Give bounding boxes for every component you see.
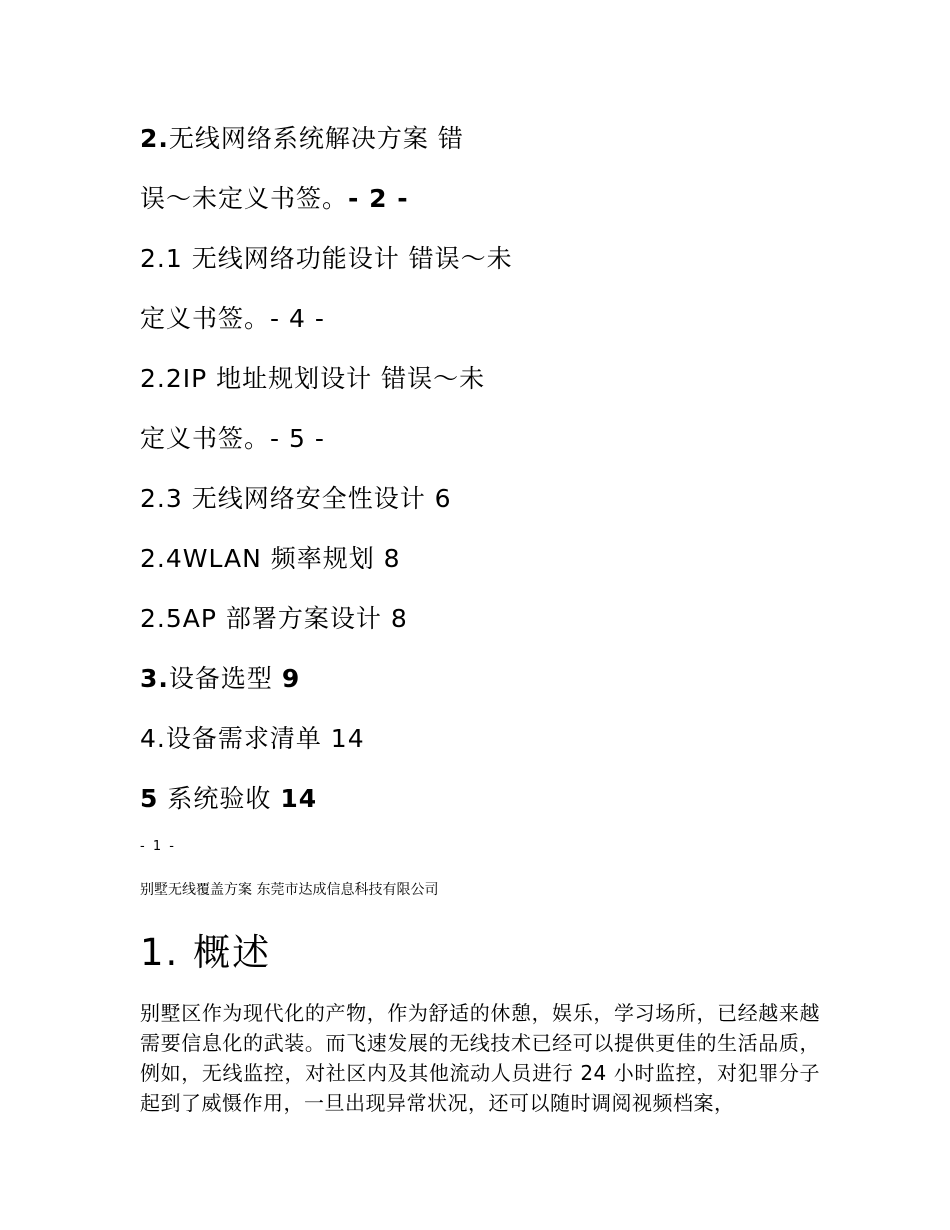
running-header: 别墅无线覆盖方案 东莞市达成信息科技有限公司 [140, 882, 439, 898]
toc-entry-text: 4.设备需求清单 14 [140, 724, 365, 753]
toc-entry-text: 设备选型 [168, 664, 282, 693]
toc-entry-text: 无线网络系统解决方案 错 [168, 124, 464, 153]
toc-entry-text: 系统验收 [158, 784, 281, 813]
toc-entry-text: 误～未定义书签。 [140, 184, 349, 213]
toc-entry-text: 2.4WLAN 频率规划 8 [140, 544, 401, 573]
toc-entry-text: 2.1 无线网络功能设计 错误～未 [140, 244, 513, 273]
toc-entry-2-1-continued [140, 304, 325, 334]
toc-entry-text: 2.5AP 部署方案设计 8 [140, 604, 408, 633]
toc-entry-number: 2. [140, 124, 169, 153]
toc-entry-page: - 2 - [348, 184, 409, 213]
toc-entry-2 [140, 124, 464, 154]
toc-entry-page: 14 [280, 784, 318, 813]
page-number: - 1 - [140, 839, 176, 854]
toc-entry-2-2 [140, 364, 485, 394]
toc-entry-text: 定义书签。- 5 - [140, 424, 325, 453]
toc-entry-text: 2.3 无线网络安全性设计 6 [140, 484, 452, 513]
section-title: 1. 概述 [140, 931, 272, 974]
toc-entry-2-5 [140, 604, 408, 634]
toc-entry-4 [140, 724, 365, 754]
toc-entry-2-4 [140, 544, 401, 574]
toc-entry-page: 9 [281, 664, 301, 693]
body-paragraph: 别墅区作为现代化的产物，作为舒适的休憩，娱乐，学习场所，已经越来越需要信息化的武装。而飞速发展的无线技术已经可以提供更佳的生活品质，例如，无线监控，对社区内及其他流动人员进行 24 小时监控，对犯罪分子起到了威慑作用，一旦出现异常状况，还可以随时调阅视频档案， [140, 1001, 820, 1115]
toc-entry-2-continued [140, 184, 409, 214]
toc-entry-3 [140, 664, 300, 694]
toc-entry-2-2-continued [140, 424, 325, 454]
toc-entry-2-3 [140, 484, 452, 514]
toc-entry-number: 5 [140, 784, 159, 813]
toc-entry-2-1 [140, 244, 513, 274]
toc-entry-number: 3. [140, 664, 169, 693]
toc-entry-text: 2.2IP 地址规划设计 错误～未 [140, 364, 486, 393]
toc-entry-5 [140, 784, 317, 814]
toc-entry-text: 定义书签。- 4 - [140, 304, 325, 333]
